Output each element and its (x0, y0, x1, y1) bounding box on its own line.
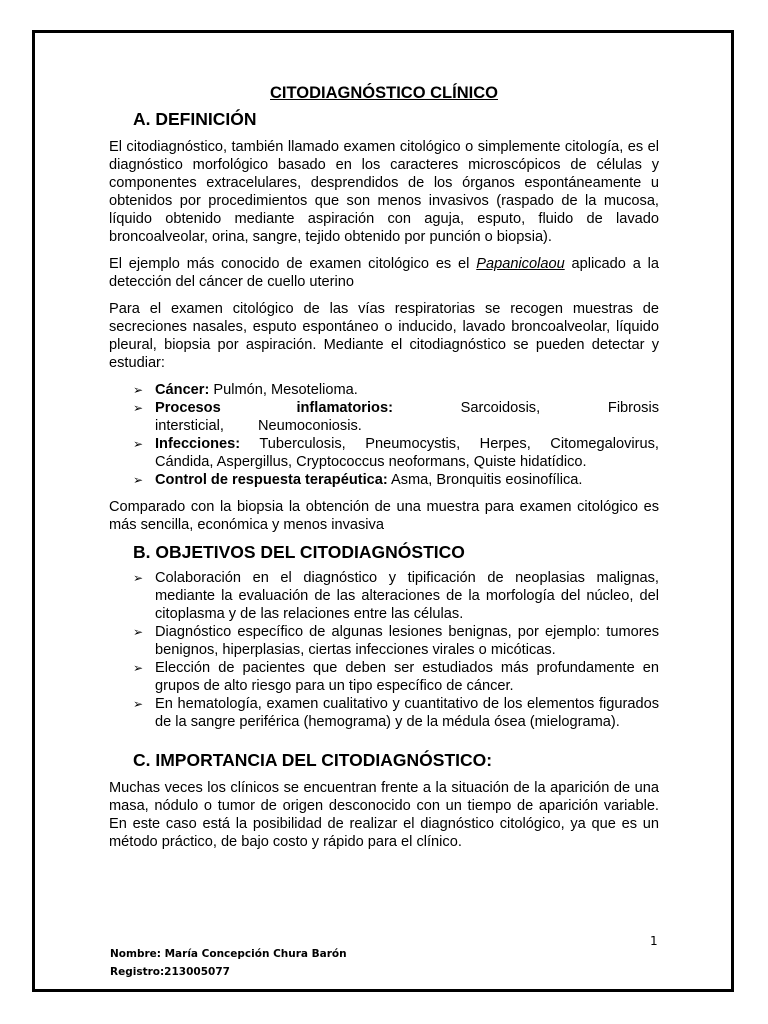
list-item (109, 695, 659, 731)
paragraph-text: El ejemplo más conocido de examen citológico es el (109, 256, 477, 272)
item-text: Sarcoidosis, Fibrosis intersticial, Neumoconiosis. (155, 400, 659, 434)
document-title: CITODIAGNÓSTICO CLÍNICO (270, 84, 498, 102)
papanicolaou-paragraph (109, 255, 659, 291)
arrow-bullet-icon: ➢ (133, 473, 144, 487)
item-text: Elección de pacientes que deben ser estudiados más profundamente en grupos de alto riesgo para un tipo específico de cáncer. (155, 660, 659, 694)
objectives-list (109, 569, 659, 731)
list-item (109, 435, 659, 471)
list-item (109, 399, 659, 435)
comparison-paragraph: Comparado con la biopsia la obtención de una muestra para examen citológico es más sencilla, económica y menos invasiva (109, 499, 659, 533)
arrow-bullet-icon: ➢ (133, 401, 144, 415)
paragraph-text: aplicado a la detección del cáncer de cuello uterino (109, 256, 659, 290)
list-item (109, 659, 659, 695)
item-text: Pulmón, Mesotelioma. (209, 382, 358, 398)
list-item (109, 381, 659, 399)
item-label: Cáncer: (155, 382, 210, 398)
item-text: Tuberculosis, Pneumocystis, Herpes, Citomegalovirus, Cándida, Aspergillus, Cryptococcus neoformans, Quiste hidatídico. (155, 436, 659, 470)
document-body (109, 84, 659, 860)
section-c-heading: C. IMPORTANCIA DEL CITODIAGNÓSTICO: (133, 750, 493, 770)
arrow-bullet-icon: ➢ (133, 571, 144, 585)
footer-registro: Registro:213005077 (110, 966, 230, 978)
list-item (109, 471, 659, 489)
item-text: En hematología, examen cualitativo y cuantitativo de los elementos figurados de la sangre periférica (hemograma) y de la médula ósea (mielograma). (155, 696, 659, 730)
section-a-heading: A. DEFINICIÓN (133, 109, 257, 129)
arrow-bullet-icon: ➢ (133, 383, 144, 397)
item-label: Infecciones: (155, 436, 241, 452)
item-text: Diagnóstico específico de algunas lesiones benignas, por ejemplo: tumores benignos, hiperplasias, ciertas infecciones virales o micóticas. (155, 624, 659, 658)
page-number: 1 (650, 934, 658, 948)
list-item (109, 623, 659, 659)
item-label: Procesos inflamatorios: (155, 400, 393, 416)
definition-paragraph: El citodiagnóstico, también llamado examen citológico o simplemente citología, es el diagnóstico morfológico basado en los caracteres microscópicos de células y componentes extracelulares, desprendidos de los órganos espontáneamente u obtenidos por procedimientos que son menos invasivos (raspado de la mucosa, líquido obtenido mediante aspiración con aguja, esputo, fluido de lavado broncoalveolar, orina, sangre, tejido obtenido por punción o biopsia). (109, 139, 659, 245)
detection-list (109, 381, 659, 489)
arrow-bullet-icon: ➢ (133, 697, 144, 711)
arrow-bullet-icon: ➢ (133, 437, 144, 451)
importance-paragraph: Muchas veces los clínicos se encuentran frente a la situación de la aparición de una masa, nódulo o tumor de origen desconocido con un tiempo de aparición variable. En este caso está la posibilidad de realizar el diagnóstico citológico, ya que es un método práctico, de bajo costo y rápido para el clínico. (109, 780, 659, 850)
section-b-heading: B. OBJETIVOS DEL CITODIAGNÓSTICO (133, 542, 465, 562)
arrow-bullet-icon: ➢ (133, 661, 144, 675)
respiratory-paragraph: Para el examen citológico de las vías respiratorias se recogen muestras de secreciones nasales, esputo espontáneo o inducido, lavado broncoalveolar, líquido pleural, biopsia por aspiración. Mediante el citodiagnóstico se pueden detectar y estudiar: (109, 301, 659, 371)
item-label: Control de respuesta terapéutica: (155, 472, 388, 488)
arrow-bullet-icon: ➢ (133, 625, 144, 639)
papanicolaou-term: Papanicolaou (476, 256, 565, 272)
footer-name: Nombre: María Concepción Chura Barón (110, 948, 347, 960)
item-text: Asma, Bronquitis eosinofílica. (387, 472, 583, 488)
item-text: Colaboración en el diagnóstico y tipificación de neoplasias malignas, mediante la evaluación de las alteraciones de la morfología del núcleo, del citoplasma y de las relaciones entre las células. (155, 570, 659, 622)
list-item (109, 569, 659, 623)
